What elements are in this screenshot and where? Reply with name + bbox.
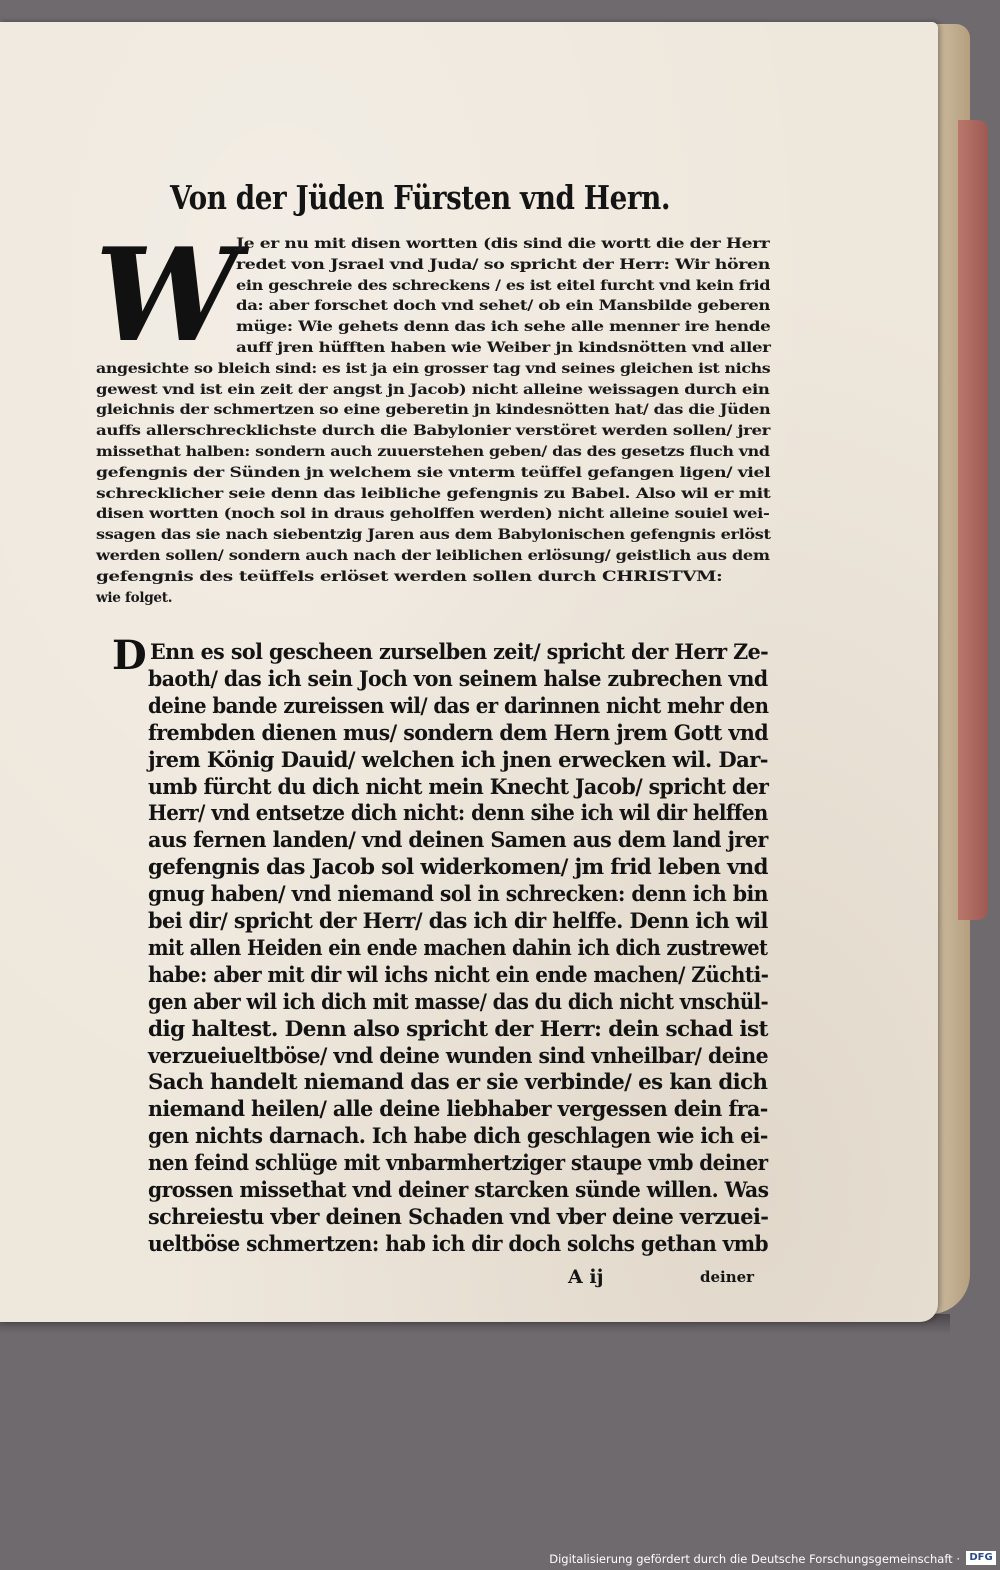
body-line: mit allen Heiden ein ende machen dahin ich dich zustrewet — [148, 935, 768, 961]
intro-line: missethat halben: sondern auch zuuerstehen geben/ das des gesetzs fluch vnd — [96, 444, 770, 460]
intro-line: werden sollen/ sondern auch nach der leiblichen erlösung/ geistlich aus dem — [96, 548, 770, 564]
body-line: frembden dienen mus/ sondern dem Hern jrem Gott vnd — [148, 720, 769, 746]
body-initial-letter: D — [112, 632, 147, 679]
intro-line: gewest vnd ist ein zeit der angst jn Jacob) nicht alleine weissagen durch ein — [96, 381, 770, 398]
body-line: baoth/ das ich sein Joch von seinem halse zubrechen vnd — [148, 666, 768, 692]
red-page-edge — [958, 120, 988, 920]
body-line: umb fürcht du dich nicht mein Knecht Jacob/ spricht der — [148, 774, 769, 800]
body-line: bei dir/ spricht der Herr/ das ich dir helffe. Denn ich wil — [148, 909, 768, 934]
body-line: gen aber wil ich dich mit masse/ das du dich nicht vnschül- — [148, 989, 769, 1015]
intro-line: disen wortten (noch sol in draus geholffen werden) nicht alleine souiel wei- — [96, 506, 770, 523]
body-line: Enn es sol gescheen zurselben zeit/ spricht der Herr Ze- — [150, 640, 769, 665]
dfg-logo: DFG — [966, 1551, 996, 1565]
body-line: ueltböse schmertzen: hab ich dir doch solchs gethan vmb — [148, 1231, 769, 1257]
intro-line: schrecklicher seie denn das leibliche gefengnis zu Babel. Also wil er mit — [96, 485, 771, 502]
intro-line: gleichnis der schmertzen so eine geberetin jn kindesnötten hat/ das die Jüden — [96, 402, 771, 419]
body-line: schreiestu vber deinen Schaden vnd vber deine verzuei- — [148, 1204, 769, 1230]
body-line: deine bande zureissen wil/ das er darinnen nicht mehr den — [148, 693, 769, 719]
intro-line: wie folget. — [96, 589, 173, 606]
body-line: jrem König Dauid/ welchen ich jnen erwecken wil. Dar- — [148, 747, 768, 773]
intro-initial-letter: W — [95, 221, 239, 371]
intro-line: ssagen das sie nach siebentzig Jaren aus dem Babylonischen gefengnis erlöst — [96, 527, 771, 544]
intro-line: auffs allerschrecklichste durch die Babylonier verstöret werden sollen/ jrer — [96, 423, 771, 440]
body-line: gefengnis das Jacob sol widerkomen/ jm frid leben vnd — [148, 855, 768, 881]
intro-line: gefengnis der Sünden jn welchem sie vnterm teüffel gefangen ligen/ viel — [96, 464, 771, 481]
body-line: habe: aber mit dir wil ichs nicht ein ende machen/ Züchti- — [148, 962, 769, 988]
body-line: Herr/ vnd entsetze dich nicht: denn sihe ich wil dir helffen — [148, 801, 768, 827]
intro-line: ein geschreie des schreckens / es ist eitel furcht vnd kein frid — [236, 277, 771, 294]
intro-line: angesichte so bleich sind: es ist ja ein grosser tag vnd seines gleichen ist nichs — [96, 360, 771, 377]
body-line: aus fernen landen/ vnd deinen Samen aus dem land jrer — [148, 828, 768, 854]
body-line: nen feind schlüge mit vnbarmhertziger staupe vmb deiner — [148, 1151, 768, 1177]
signature-mark: A ij — [568, 1266, 604, 1288]
intro-line: auff jren hüfften haben wie Weiber jn kindsnötten vnd aller — [236, 340, 771, 356]
catchword: deiner — [700, 1268, 755, 1286]
intro-line: gefengnis des teüffels erlöset werden sollen durch CHRISTVM: — [96, 568, 723, 585]
body-line: gnug haben/ vnd niemand sol in schrecken: denn ich bin — [148, 882, 768, 908]
body-line: grossen missethat vnd deiner starcken sünde willen. Was — [148, 1178, 769, 1203]
body-line: Sach handelt niemand das er sie verbinde/ es kan dich — [148, 1070, 768, 1096]
page-heading: Von der Jüden Fürsten vnd Hern. — [170, 178, 671, 217]
intro-line: müge: Wie gehets denn das ich sehe alle menner ire hende — [236, 319, 771, 336]
intro-line: da: aber forschet doch vnd sehet/ ob ein Mansbilde geberen — [236, 298, 771, 315]
intro-line: Je er nu mit disen wortten (dis sind die wortt die der Herr — [236, 236, 770, 252]
body-line: dig haltest. Denn also spricht der Herr: dein schad ist — [148, 1016, 768, 1042]
footer-credit: Digitalisierung gefördert durch die Deutsche Forschungsgemeinschaft · — [549, 1552, 960, 1566]
body-line: verzueiueltböse/ vnd deine wunden sind vnheilbar/ deine — [148, 1043, 769, 1069]
body-line: niemand heilen/ alle deine liebhaber vergessen dein fra- — [148, 1097, 768, 1123]
intro-line: redet von Jsrael vnd Juda/ so spricht der Herr: Wir hören — [236, 256, 770, 273]
body-line: gen nichts darnach. Ich habe dich geschlagen wie ich ei- — [148, 1124, 768, 1150]
footer-bar — [0, 1546, 1000, 1570]
